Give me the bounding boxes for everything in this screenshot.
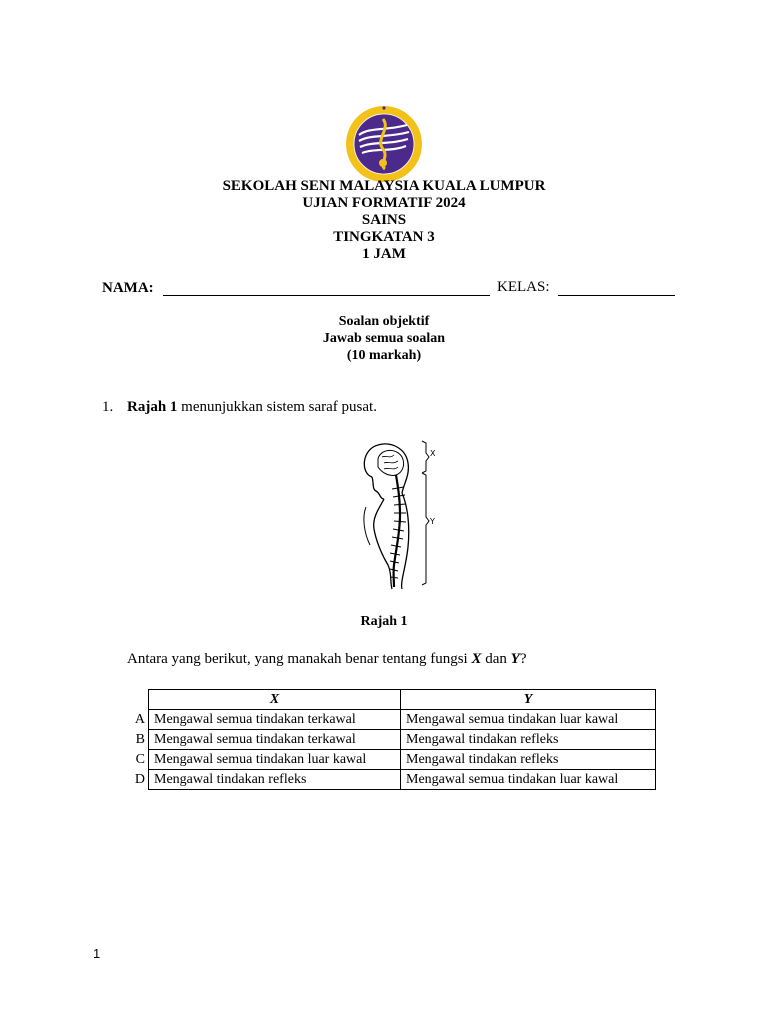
prompt-mid: dan <box>481 651 511 667</box>
option-y-cell: Mengawal tindakan refleks <box>401 750 656 770</box>
prompt-y: Y <box>510 651 520 667</box>
exam-title: UJIAN FORMATIF 2024 <box>302 195 466 211</box>
name-field[interactable] <box>163 295 490 296</box>
option-label: B <box>135 731 145 747</box>
question-prompt <box>127 651 527 668</box>
class-field[interactable] <box>558 295 675 296</box>
option-row-c[interactable] <box>126 750 656 770</box>
school-name: SEKOLAH SENI MALAYSIA KUALA LUMPUR <box>222 178 546 194</box>
cns-figure <box>350 437 450 592</box>
column-header-x: X <box>149 690 401 710</box>
option-label: D <box>134 771 145 787</box>
question-number: 1. <box>102 399 114 415</box>
section-title: Soalan objektif <box>338 314 430 329</box>
answer-all-instruction: Jawab semua soalan <box>322 331 446 346</box>
column-header-y: Y <box>401 690 656 710</box>
option-x-cell: Mengawal semua tindakan terkawal <box>149 730 401 750</box>
option-y-cell: Mengawal semua tindakan luar kawal <box>401 710 656 730</box>
page-number: 1 <box>93 946 101 961</box>
table-header-row <box>126 690 656 710</box>
label-x: X <box>430 449 436 458</box>
duration: 1 JAM <box>362 246 406 262</box>
option-row-a[interactable] <box>126 710 656 730</box>
prompt-end: ? <box>519 651 527 667</box>
option-row-d[interactable] <box>126 770 656 790</box>
option-x-cell: Mengawal tindakan refleks <box>149 770 401 790</box>
option-label: A <box>134 711 145 727</box>
class-label: KELAS: <box>497 279 550 295</box>
school-logo <box>345 105 423 183</box>
question-stem-text: menunjukkan sistem saraf pusat. <box>177 399 377 415</box>
school-crest-icon <box>345 105 423 183</box>
table-corner <box>126 690 149 710</box>
option-y-cell: Mengawal semua tindakan luar kawal <box>401 770 656 790</box>
marks-note: (10 markah) <box>346 348 422 363</box>
option-x-cell: Mengawal semua tindakan terkawal <box>149 710 401 730</box>
option-x-cell: Mengawal semua tindakan luar kawal <box>149 750 401 770</box>
prompt-text: Antara yang berikut, yang manakah benar tentang fungsi <box>127 651 472 667</box>
option-row-b[interactable] <box>126 730 656 750</box>
subject-title: SAINS <box>361 212 407 228</box>
option-label: C <box>135 751 145 767</box>
name-label: NAMA: <box>102 280 154 296</box>
label-y: Y <box>430 517 435 526</box>
option-y-cell: Mengawal tindakan refleks <box>401 730 656 750</box>
nervous-system-diagram-icon <box>350 437 450 592</box>
figure-caption: Rajah 1 <box>360 614 408 629</box>
figure-reference: Rajah 1 <box>127 399 178 415</box>
question-stem <box>127 399 377 416</box>
options-table <box>126 689 656 790</box>
prompt-x: X <box>471 651 482 667</box>
form-level: TINGKATAN 3 <box>333 229 435 245</box>
